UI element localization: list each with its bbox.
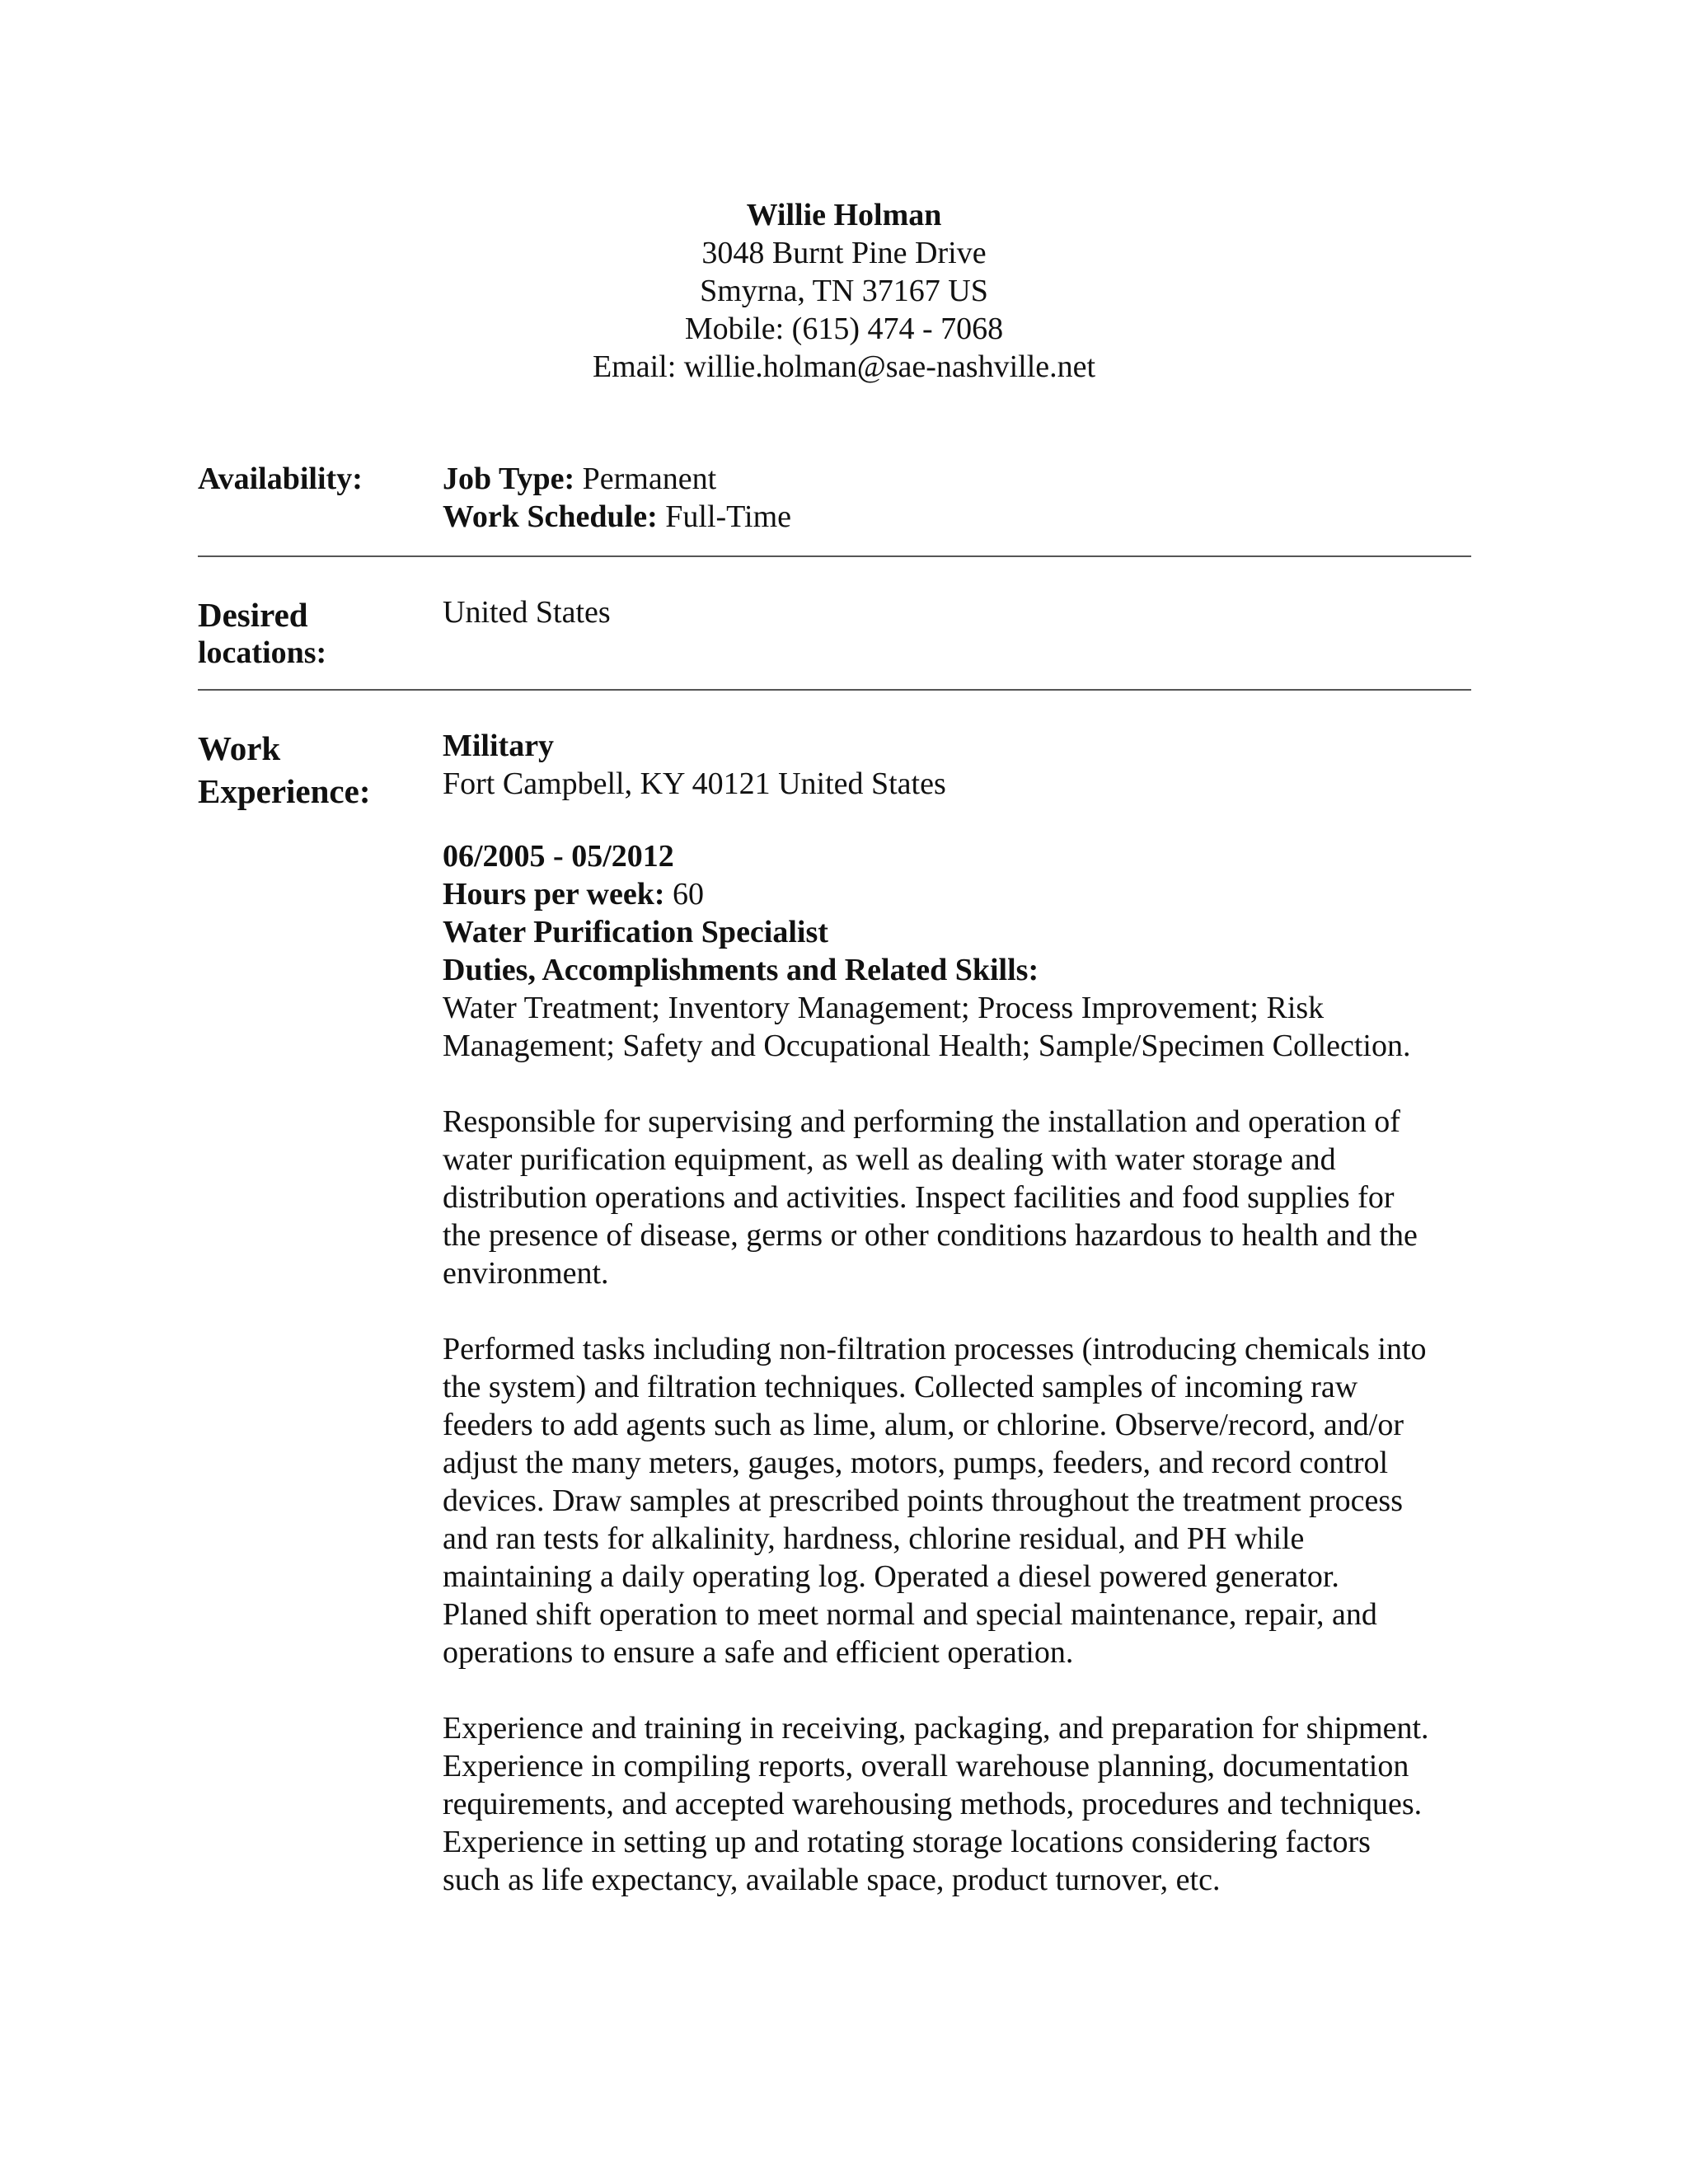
job-type-value: Permanent xyxy=(574,462,717,496)
paragraph-line: requirements, and accepted warehousing methods, procedures and techniques. xyxy=(443,1787,1423,1821)
paragraph-line: Experience and training in receiving, packaging, and preparation for shipment. xyxy=(443,1711,1429,1746)
availability-label: Availability: xyxy=(198,462,363,496)
paragraph-line: devices. Draw samples at prescribed points throughout the treatment process xyxy=(443,1483,1403,1518)
paragraph-line: Experience in setting up and rotating storage locations considering factors xyxy=(443,1825,1371,1859)
paragraph-line: environment. xyxy=(443,1256,609,1291)
spacer xyxy=(443,803,1471,837)
paragraph-line: adjust the many meters, gauges, motors, pumps, feeders, and record control xyxy=(443,1446,1389,1480)
divider xyxy=(198,689,1471,691)
spacer xyxy=(443,1671,1471,1709)
divider xyxy=(198,555,1471,557)
paragraph-line: maintaining a daily operating log. Operated a diesel powered generator. xyxy=(443,1559,1339,1594)
hours-label: Hours per week: xyxy=(443,877,665,912)
locations-label xyxy=(198,593,429,669)
paragraph-line: the system) and filtration techniques. Collected samples of incoming raw xyxy=(443,1370,1358,1404)
locations-label-line2: locations: xyxy=(198,635,327,670)
paragraph-line: and ran tests for alkalinity, hardness, chlorine residual, and PH while xyxy=(443,1521,1305,1556)
availability-content xyxy=(443,460,1471,536)
contact-header xyxy=(0,196,1688,386)
employment-dates: 06/2005 - 05/2012 xyxy=(443,839,674,874)
duties-paragraph-1 xyxy=(443,1103,1471,1292)
paragraph-line: operations to ensure a safe and efficient operation. xyxy=(443,1635,1074,1670)
skills-line: Water Treatment; Inventory Management; Process Improvement; Risk xyxy=(443,991,1325,1025)
candidate-name: Willie Holman xyxy=(746,198,942,232)
duties-heading: Duties, Accomplishments and Related Skills: xyxy=(443,953,1039,987)
spacer xyxy=(443,1065,1471,1103)
street-address: 3048 Burnt Pine Drive xyxy=(701,236,987,270)
hours-value: 60 xyxy=(664,877,704,912)
email-address: Email: willie.holman@sae-nashville.net xyxy=(592,349,1096,384)
paragraph-line: such as life expectancy, available space, product turnover, etc. xyxy=(443,1863,1221,1897)
skills-list xyxy=(443,989,1471,1065)
job-type-label: Job Type: xyxy=(443,462,575,496)
experience-label-line1: Work xyxy=(198,729,281,767)
paragraph-line: Experience in compiling reports, overall warehouse planning, documentation xyxy=(443,1749,1409,1783)
spacer xyxy=(443,1292,1471,1330)
hours-line xyxy=(443,875,1471,913)
mobile-phone: Mobile: (615) 474 - 7068 xyxy=(684,312,1004,346)
locations-label-line1: Desired xyxy=(198,596,308,634)
skills-line: Management; Safety and Occupational Health; Sample/Specimen Collection. xyxy=(443,1029,1411,1063)
paragraph-line: distribution operations and activities. Inspect facilities and food supplies for xyxy=(443,1180,1395,1215)
employer-location: Fort Campbell, KY 40121 United States xyxy=(443,766,946,801)
experience-label xyxy=(198,727,429,813)
job-title: Water Purification Specialist xyxy=(443,915,828,949)
paragraph-line: Performed tasks including non-filtration processes (introducing chemicals into xyxy=(443,1332,1427,1366)
paragraph-line: feeders to add agents such as lime, alum, or chlorine. Observe/record, and/or xyxy=(443,1408,1404,1442)
duties-paragraph-2 xyxy=(443,1330,1471,1671)
locations-value: United States xyxy=(443,595,611,630)
work-schedule-value: Full-Time xyxy=(657,499,792,534)
paragraph-line: Responsible for supervising and performing the installation and operation of xyxy=(443,1104,1400,1139)
work-schedule-line xyxy=(443,498,1471,536)
paragraph-line: the presence of disease, germs or other conditions hazardous to health and the xyxy=(443,1218,1418,1253)
employer-name: Military xyxy=(443,729,555,763)
paragraph-line: Planed shift operation to meet normal and special maintenance, repair, and xyxy=(443,1597,1377,1632)
paragraph-line: water purification equipment, as well as dealing with water storage and xyxy=(443,1142,1336,1177)
experience-label-line2: Experience: xyxy=(198,772,371,810)
duties-paragraph-3 xyxy=(443,1709,1471,1899)
work-schedule-label: Work Schedule: xyxy=(443,499,658,534)
job-type-line xyxy=(443,460,1471,498)
experience-content xyxy=(443,727,1471,1899)
city-state-zip: Smyrna, TN 37167 US xyxy=(700,274,988,308)
